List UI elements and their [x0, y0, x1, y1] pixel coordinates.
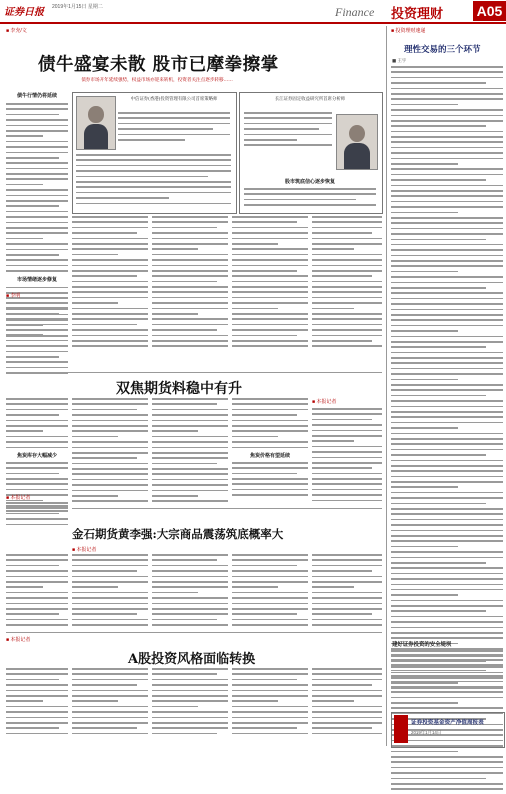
gold-story-column-5 — [312, 554, 382, 629]
right-column-title: 理性交易的三个环节 — [404, 45, 481, 55]
page-number: A05 — [473, 1, 506, 21]
column-divider — [386, 26, 387, 746]
mid-story-subhead: 焦炭价格有望延续 — [249, 452, 290, 459]
gold-story-column-1 — [6, 554, 68, 629]
bottom-right-title: 建好证券投资的安全堤坝 — [392, 642, 452, 648]
mid-story-column-3 — [152, 398, 228, 506]
a-share-column-1 — [6, 668, 68, 738]
a-share-title: A股投资风格面临转换 — [128, 652, 256, 667]
main-story-column-5 — [312, 216, 382, 351]
main-story-column-4 — [232, 216, 308, 351]
speaker-title-right: 长江证券固定收益研究所首席分析师 — [274, 97, 346, 102]
a-share-column-5 — [312, 668, 382, 738]
finance-label: Finance — [335, 5, 375, 19]
mid-story-column-2 — [72, 398, 148, 506]
section-title: 投资理财 — [391, 7, 444, 22]
a-share-column-4 — [232, 668, 308, 738]
left-lower-subhead: 焦炭库存大幅减少 — [16, 452, 57, 459]
main-story-subhead-1: 债牛行情仍将延续 — [16, 93, 57, 99]
gold-story-column-2 — [72, 554, 148, 629]
main-story-column-3 — [152, 216, 228, 351]
a-share-column-3 — [152, 668, 228, 738]
gold-story-column-3 — [152, 554, 228, 629]
issue-line: 2019年1月15日 星期二 — [52, 4, 103, 10]
interview-subhead: 股市筑底信心逐步恢复 — [284, 179, 335, 185]
gold-story-column-4 — [232, 554, 308, 629]
issue-info — [52, 4, 172, 10]
right-column-byline: ■ 王宇 — [392, 59, 407, 64]
mid-story-column-4 — [232, 398, 308, 500]
speaker-photo — [76, 96, 116, 150]
left-lower-text — [6, 292, 68, 377]
section-rule — [6, 632, 382, 633]
speaker-right-quote — [244, 112, 332, 150]
interview-right-text — [244, 188, 376, 210]
main-story-title: 债牛盛宴未散 股市已摩拳擦掌 — [38, 55, 279, 75]
gold-story-kicker: ■ 本报记者 — [72, 547, 97, 553]
fund-report-title: 证券投资基金资产净值周报表 — [411, 720, 484, 726]
speaker-title-left: 中信证券(香港)投资管理有限公司首席策略师 — [130, 97, 218, 102]
mid-story-title: 双焦期货料稳中有升 — [116, 381, 242, 397]
right-column-kicker: ■ 投资理财速递 — [391, 28, 426, 34]
mid-story-kicker: ■ 本报记者 — [312, 399, 337, 405]
main-story-column-2 — [72, 216, 148, 351]
a-share-kicker: ■ 本报记者 — [6, 637, 31, 643]
speaker-quote — [118, 112, 230, 144]
a-share-column-2 — [72, 668, 148, 738]
main-story-subhead-2: 市场情绪逐步修复 — [16, 276, 57, 283]
main-story-lead: 债券市场开年延续强势，权益市场亦迎来转机，投资者关注点逐步转移…… — [81, 78, 233, 83]
left-lower-kicker-2: ■ 本报记者 — [6, 495, 31, 501]
main-story-kicker: ■ 李充/文 — [6, 28, 27, 34]
fund-report-accent — [394, 715, 408, 743]
gold-story-title: 金石期货黄李强:大宗商品震荡筑底概率大 — [72, 527, 284, 541]
bottom-right-text — [391, 650, 503, 693]
section-rule — [72, 508, 382, 509]
mid-story-column-1b — [6, 502, 68, 529]
speaker-photo-right — [336, 114, 378, 170]
fund-report-date: 2019年1月14日 — [411, 730, 442, 735]
interview-text — [76, 154, 231, 208]
mid-story-column-5 — [312, 398, 382, 505]
left-lower-kicker: ■ 李明 — [6, 293, 21, 299]
newspaper-logo: 证券日报 — [4, 7, 44, 18]
